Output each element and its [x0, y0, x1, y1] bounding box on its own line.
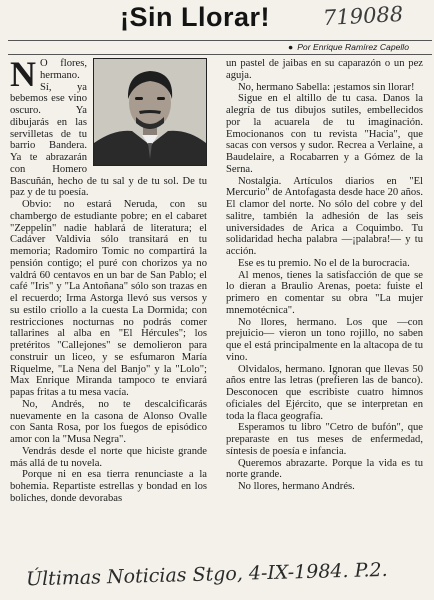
- article-column-left: [10, 58, 207, 561]
- paragraph: Ese es tu premio. No el de la burocracia.: [238, 257, 410, 269]
- paragraph: Esperamos tu libro "Cetro de bufón", que preparaste en tus meses de enfermedad, síntesis de poesía e infancia.: [226, 422, 423, 457]
- title-rule-bottom: [8, 54, 432, 55]
- paragraph: Obvio: no estará Neruda, con su chambergo de estudiante pobre; en el cabaret "Zeppelín" nadie hablará de literatura; el Cadáver Valdivia sólo transitará en tu memoria; Radomiro Tomic no compartirá la pensión contigo; el puré con chorizos ya no valdrá 60 centavos en un bar de San Pablo; el café "Iris" y "La Antoñana" sólo son trazas en el recuerdo; Irma Astorga llevó sus versos y su estilo criollo a la cuesta La Dormida; con restricciones nocturnas no podrás comer tallarines al alba en "El Hércules"; los pretéritos "Callejones" se demolieron para construir un liceo, y se esfumaron María Riquelme, "La Nena del Banjo" y la "Lolo"; Max Enrique Miranda tampoco te enviará papas fritas a tu mesa vacía.: [10, 199, 207, 398]
- author-photo: [93, 58, 207, 166]
- author-portrait-image: [94, 59, 206, 165]
- paragraph: N O flores, hermano. Sí, ya bebemos ese vino oscuro. Ya dibujarás en las servilletas de tu barrio Bandera. Ya te abrazarán con Homero Bascuñán, hecho de tu sal y de tu sol. De tu paz y de tu poesía.: [10, 58, 207, 199]
- article-column-right: [226, 58, 423, 561]
- bullet-icon: ●: [288, 42, 294, 52]
- article-title: ¡Sin Llorar!: [120, 2, 271, 32]
- paragraph: Sigue en el altillo de tu casa. Danos la alegría de tus dibujos sutiles, embellecidos por la acuarela de tu imaginación. Emocionanos con tu revista "Hacia", que sacas con versos y sudor. Recrea a Verlaine, a Baudelaire, a Rocabarren y a Gómez de la Serna.: [226, 93, 423, 175]
- dropcap: N: [10, 58, 36, 94]
- paragraph: No llores, hermano Andrés.: [238, 481, 355, 492]
- byline: [288, 42, 434, 52]
- handwritten-source-note: Últimas Noticias Stgo, 4-IX-1984. P.2.: [25, 558, 388, 591]
- paragraph: Vendrás desde el norte que hiciste grande más allá de tu novela.: [10, 445, 207, 469]
- paragraph: Nostalgia. Artículos diarios en "El Mercurio" de Antofagasta desde hace 20 años. El clamor del norte. No sólo del cobre y del salitre, también la adhesión de las seis universidades de Arica a Coquimbo. Tu solidaridad hecha palabra —¡palabra!— y tu acción.: [226, 175, 423, 257]
- byline-text: Por Enrique Ramírez Capello: [297, 42, 409, 52]
- title-rule-top: [8, 40, 432, 41]
- paragraph: un pastel de jaibas en su caparazón o un pez aguja.: [226, 58, 423, 81]
- archive-number: 719088: [322, 1, 404, 31]
- paragraph: No, Andrés, no te descalcificarás nuevamente en la casona de Alonso Ovalle con Santa Rosa, por los fuegos de episódico amor con la "Musa Negra".: [10, 398, 207, 445]
- paragraph: No, hermano Sabella: ¡estamos sin llorar!: [238, 81, 415, 93]
- paragraph: Porque ni en esa tierra renunciaste a la bohemia. Repartiste estrellas y bondad en los boliches, donde devorabas: [10, 469, 207, 504]
- paragraph: Olvidalos, hermano. Ignoran que llevas 50 años entre las letras (prefieren las de banco). Desconocen que escribiste cuatro himnos oficiales del Ejército, que se interpretan en toda la flaca geografía.: [226, 363, 423, 422]
- paragraph: Queremos abrazarte. Porque la vida es tu norte grande.: [226, 457, 423, 481]
- paragraph: No llores, hermano. Los que —con prejuicio— vieron un tono rojillo, no saben que el está principalmente en la altacopa de tu vino.: [226, 316, 423, 363]
- paragraph: Al menos, tienes la satisfacción de que se lo dieran a Braulio Arenas, poeta: fuiste el primero en comentar su obra "La mujer mnemotécnica".: [226, 269, 423, 316]
